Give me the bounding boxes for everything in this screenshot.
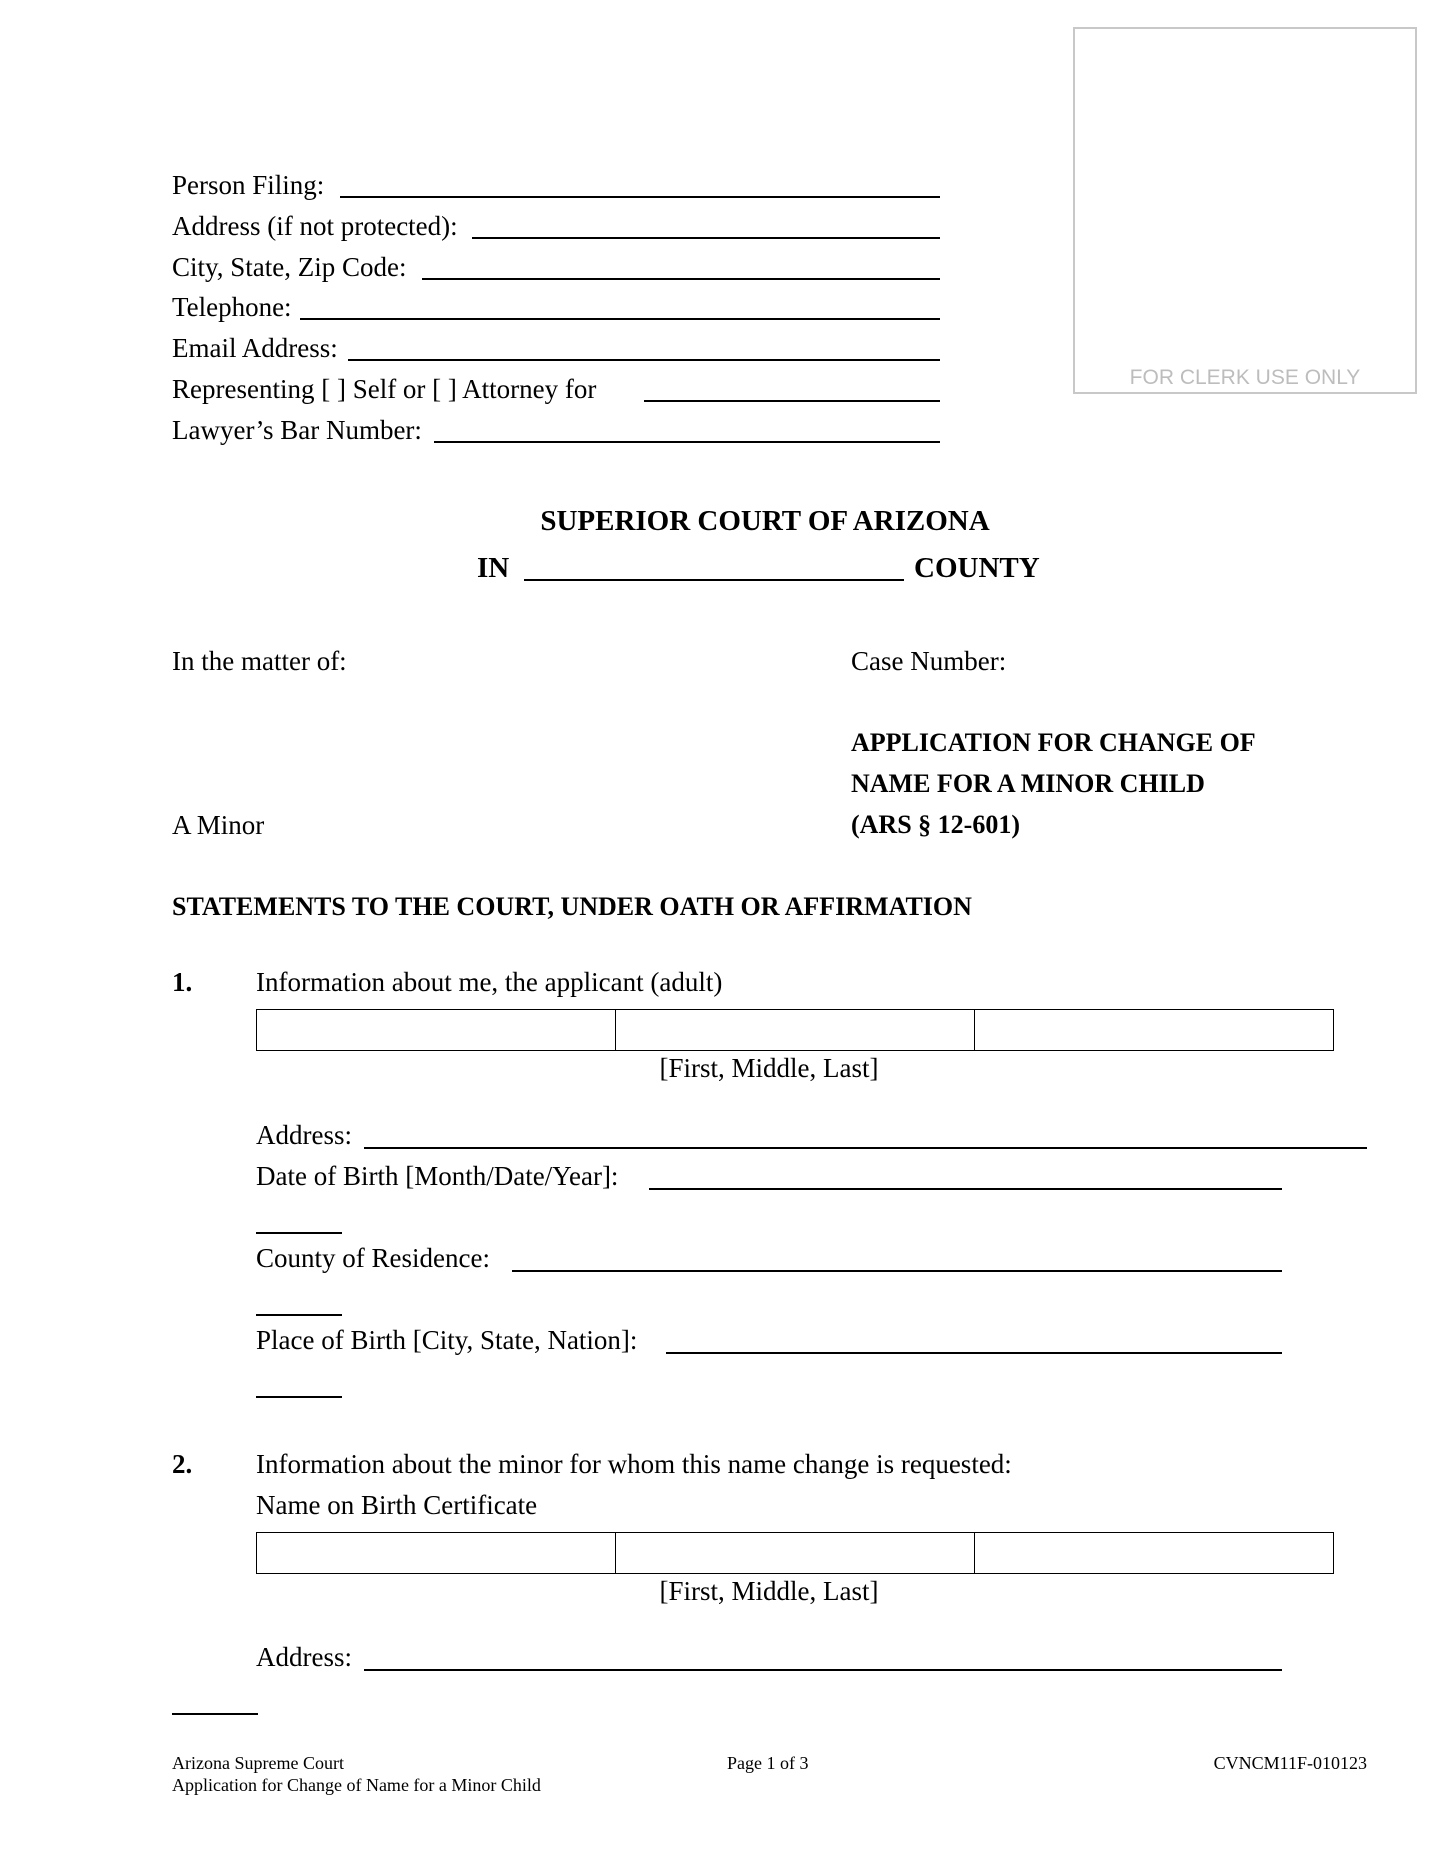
applicant-county-label: County of Residence: xyxy=(256,1243,490,1273)
applicant-county-field[interactable] xyxy=(256,1242,1282,1276)
person-filing-line[interactable] xyxy=(340,196,940,198)
applicant-address-line[interactable] xyxy=(364,1147,1367,1149)
footer-page-number: Page 1 of 3 xyxy=(727,1753,809,1773)
applicant-birthplace-line[interactable] xyxy=(666,1352,1282,1354)
case-number-label: Case Number: xyxy=(851,646,1007,676)
footer-form-code: CVNCM11F-010123 xyxy=(1213,1753,1367,1773)
address-label: Address (if not protected): xyxy=(172,211,458,241)
telephone-field[interactable] xyxy=(172,290,940,324)
applicant-birthplace-field[interactable] xyxy=(256,1324,1282,1358)
section-2-heading: Information about the minor for whom this name change is requested: xyxy=(256,1449,1012,1479)
county-line[interactable] xyxy=(477,551,1053,587)
applicant-dob-line-continued[interactable] xyxy=(256,1232,342,1234)
applicant-county-line[interactable] xyxy=(512,1270,1282,1272)
address-line[interactable] xyxy=(472,237,940,239)
minor-middle-name-cell[interactable] xyxy=(616,1533,975,1573)
city-state-zip-line[interactable] xyxy=(422,278,940,280)
telephone-label: Telephone: xyxy=(172,292,292,322)
court-title: SUPERIOR COURT OF ARIZONA xyxy=(540,505,990,537)
minor-first-name-cell[interactable] xyxy=(257,1533,616,1573)
applicant-dob-field[interactable] xyxy=(256,1160,1282,1194)
section-1-heading: Information about me, the applicant (adult) xyxy=(256,967,723,997)
county-blank[interactable] xyxy=(524,579,904,581)
a-minor-label: A Minor xyxy=(172,810,265,840)
applicant-last-name-cell[interactable] xyxy=(975,1010,1333,1050)
county-in-prefix: IN xyxy=(477,552,510,584)
minor-address-line-continued[interactable] xyxy=(172,1713,258,1715)
applicant-dob-line[interactable] xyxy=(649,1188,1282,1190)
minor-name-table[interactable] xyxy=(256,1532,1334,1574)
bar-number-field[interactable] xyxy=(172,413,940,447)
applicant-birthplace-label: Place of Birth [City, State, Nation]: xyxy=(256,1325,638,1355)
representing-field[interactable] xyxy=(172,372,940,406)
email-line[interactable] xyxy=(348,359,940,361)
applicant-name-caption: [First, Middle, Last] xyxy=(659,1053,879,1083)
address-field[interactable] xyxy=(172,209,940,243)
form-title-line-1: APPLICATION FOR CHANGE OF xyxy=(851,728,1256,757)
form-title-line-3: (ARS § 12-601) xyxy=(851,810,1020,839)
minor-last-name-cell[interactable] xyxy=(975,1533,1333,1573)
section-2-subheading: Name on Birth Certificate xyxy=(256,1490,538,1520)
applicant-dob-label: Date of Birth [Month/Date/Year]: xyxy=(256,1161,619,1191)
applicant-birthplace-line-continued[interactable] xyxy=(256,1396,342,1398)
email-label: Email Address: xyxy=(172,333,338,363)
minor-name-caption: [First, Middle, Last] xyxy=(659,1576,879,1606)
form-title-line-2: NAME FOR A MINOR CHILD xyxy=(851,769,1205,798)
county-suffix: COUNTY xyxy=(914,552,1040,584)
clerk-use-box xyxy=(1073,27,1417,394)
applicant-county-line-continued[interactable] xyxy=(256,1314,342,1316)
bar-number-label: Lawyer’s Bar Number: xyxy=(172,415,422,445)
bar-number-line[interactable] xyxy=(434,441,940,443)
applicant-address-field[interactable] xyxy=(256,1119,1367,1153)
minor-address-label: Address: xyxy=(256,1642,352,1672)
footer-form-name: Application for Change of Name for a Minor Child xyxy=(172,1775,541,1795)
minor-address-field[interactable] xyxy=(256,1641,1282,1675)
statements-heading: STATEMENTS TO THE COURT, UNDER OATH OR AFFIRMATION xyxy=(172,892,972,921)
footer-court: Arizona Supreme Court xyxy=(172,1753,344,1773)
person-filing-label: Person Filing: xyxy=(172,170,325,200)
telephone-line[interactable] xyxy=(300,318,940,320)
clerk-use-label: FOR CLERK USE ONLY xyxy=(1129,366,1361,389)
applicant-first-name-cell[interactable] xyxy=(257,1010,616,1050)
email-field[interactable] xyxy=(172,331,940,365)
applicant-middle-name-cell[interactable] xyxy=(616,1010,975,1050)
matter-of-label: In the matter of: xyxy=(172,646,347,676)
section-2-number: 2. xyxy=(172,1449,193,1479)
city-state-zip-field[interactable] xyxy=(172,250,940,284)
applicant-name-table[interactable] xyxy=(256,1009,1334,1051)
section-1-number: 1. xyxy=(172,967,193,997)
applicant-address-label: Address: xyxy=(256,1120,352,1150)
city-state-zip-label: City, State, Zip Code: xyxy=(172,252,407,282)
minor-address-line[interactable] xyxy=(364,1669,1282,1671)
representing-label: Representing [ ] Self or [ ] Attorney for xyxy=(172,374,597,404)
representing-line[interactable] xyxy=(644,400,940,402)
person-filing-field[interactable] xyxy=(172,168,940,202)
